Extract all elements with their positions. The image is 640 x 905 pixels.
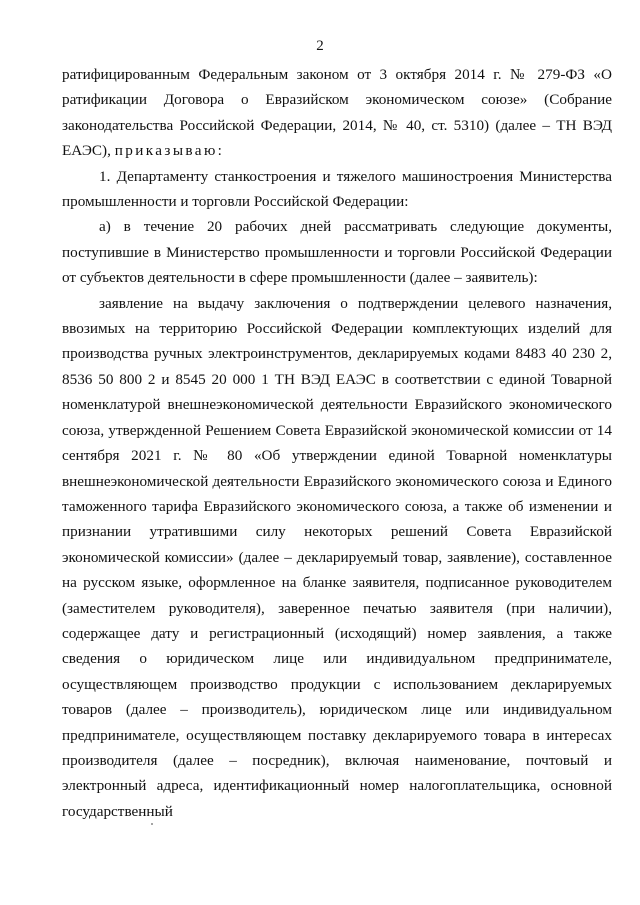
document-body xyxy=(62,62,612,824)
page-number: 2 xyxy=(316,38,324,54)
continuation-paragraph xyxy=(62,62,612,164)
subitem-a: а) в течение 20 рабочих дней рассматривать следующие документы, поступившие в Министерство промышленности и торговли Российской Федерации от субъектов деятельности в сфере промышленности (далее – заявитель): xyxy=(62,218,612,287)
scan-speck xyxy=(151,823,153,825)
order-item-1: 1. Департаменту станкостроения и тяжелого машиностроения Министерства промышленности и торговли Российской Федерации: xyxy=(62,167,612,211)
continuation-text: ратифицированным Федеральным законом от 3 октября 2014 г. № 279-ФЗ «О ратификации Договора о Евразийском экономическом союзе» (Собрание законодательства Российской Федерации, 2014, № 40, ст. 5310) (далее – ТН ВЭД ЕАЭС), xyxy=(62,66,612,160)
order-word: приказываю: xyxy=(114,142,225,160)
application-description-paragraph: заявление на выдачу заключения о подтверждении целевого назначения, ввозимых на территорию Российской Федерации комплектующих изделий для производства ручных электроинструментов, декларируемых кодами 8483 40 230 2, 8536 50 800 2 и 8545 20 000 1 ТН ВЭД ЕАЭС в соответствии с единой Товарной номенклатурой внешнеэкономической деятельности Евразийского экономического союза, утвержденной Решением Совета Евразийской экономической комиссии от 14 сентября 2021 г. № 80 «Об утверждении единой Товарной номенклатуры внешнеэкономической деятельности Евразийского экономического союза и Единого таможенного тарифа Евразийского экономического союза, а также об изменении и признании утратившими силу некоторых решений Совета Евразийской экономической комиссии» (далее – декларируемый товар, заявление), составленное на русском языке, оформленное на бланке заявителя, подписанное руководителем (заместителем руководителя), заверенное печатью заявителя (при наличии), содержащее дату и регистрационный (исходящий) номер заявления, а также сведения о юридическом лице или индивидуальном предпринимателе, осуществляющем производство продукции с использованием декларируемых товаров (далее – производитель), юридическом лице или индивидуальном предпринимателе, осуществляющем поставку декларируемого товара в интересах производителя (далее – посредник), включая наименование, почтовый и электронный адреса, идентификационный номер налогоплательщика, основной государственный xyxy=(62,294,612,820)
